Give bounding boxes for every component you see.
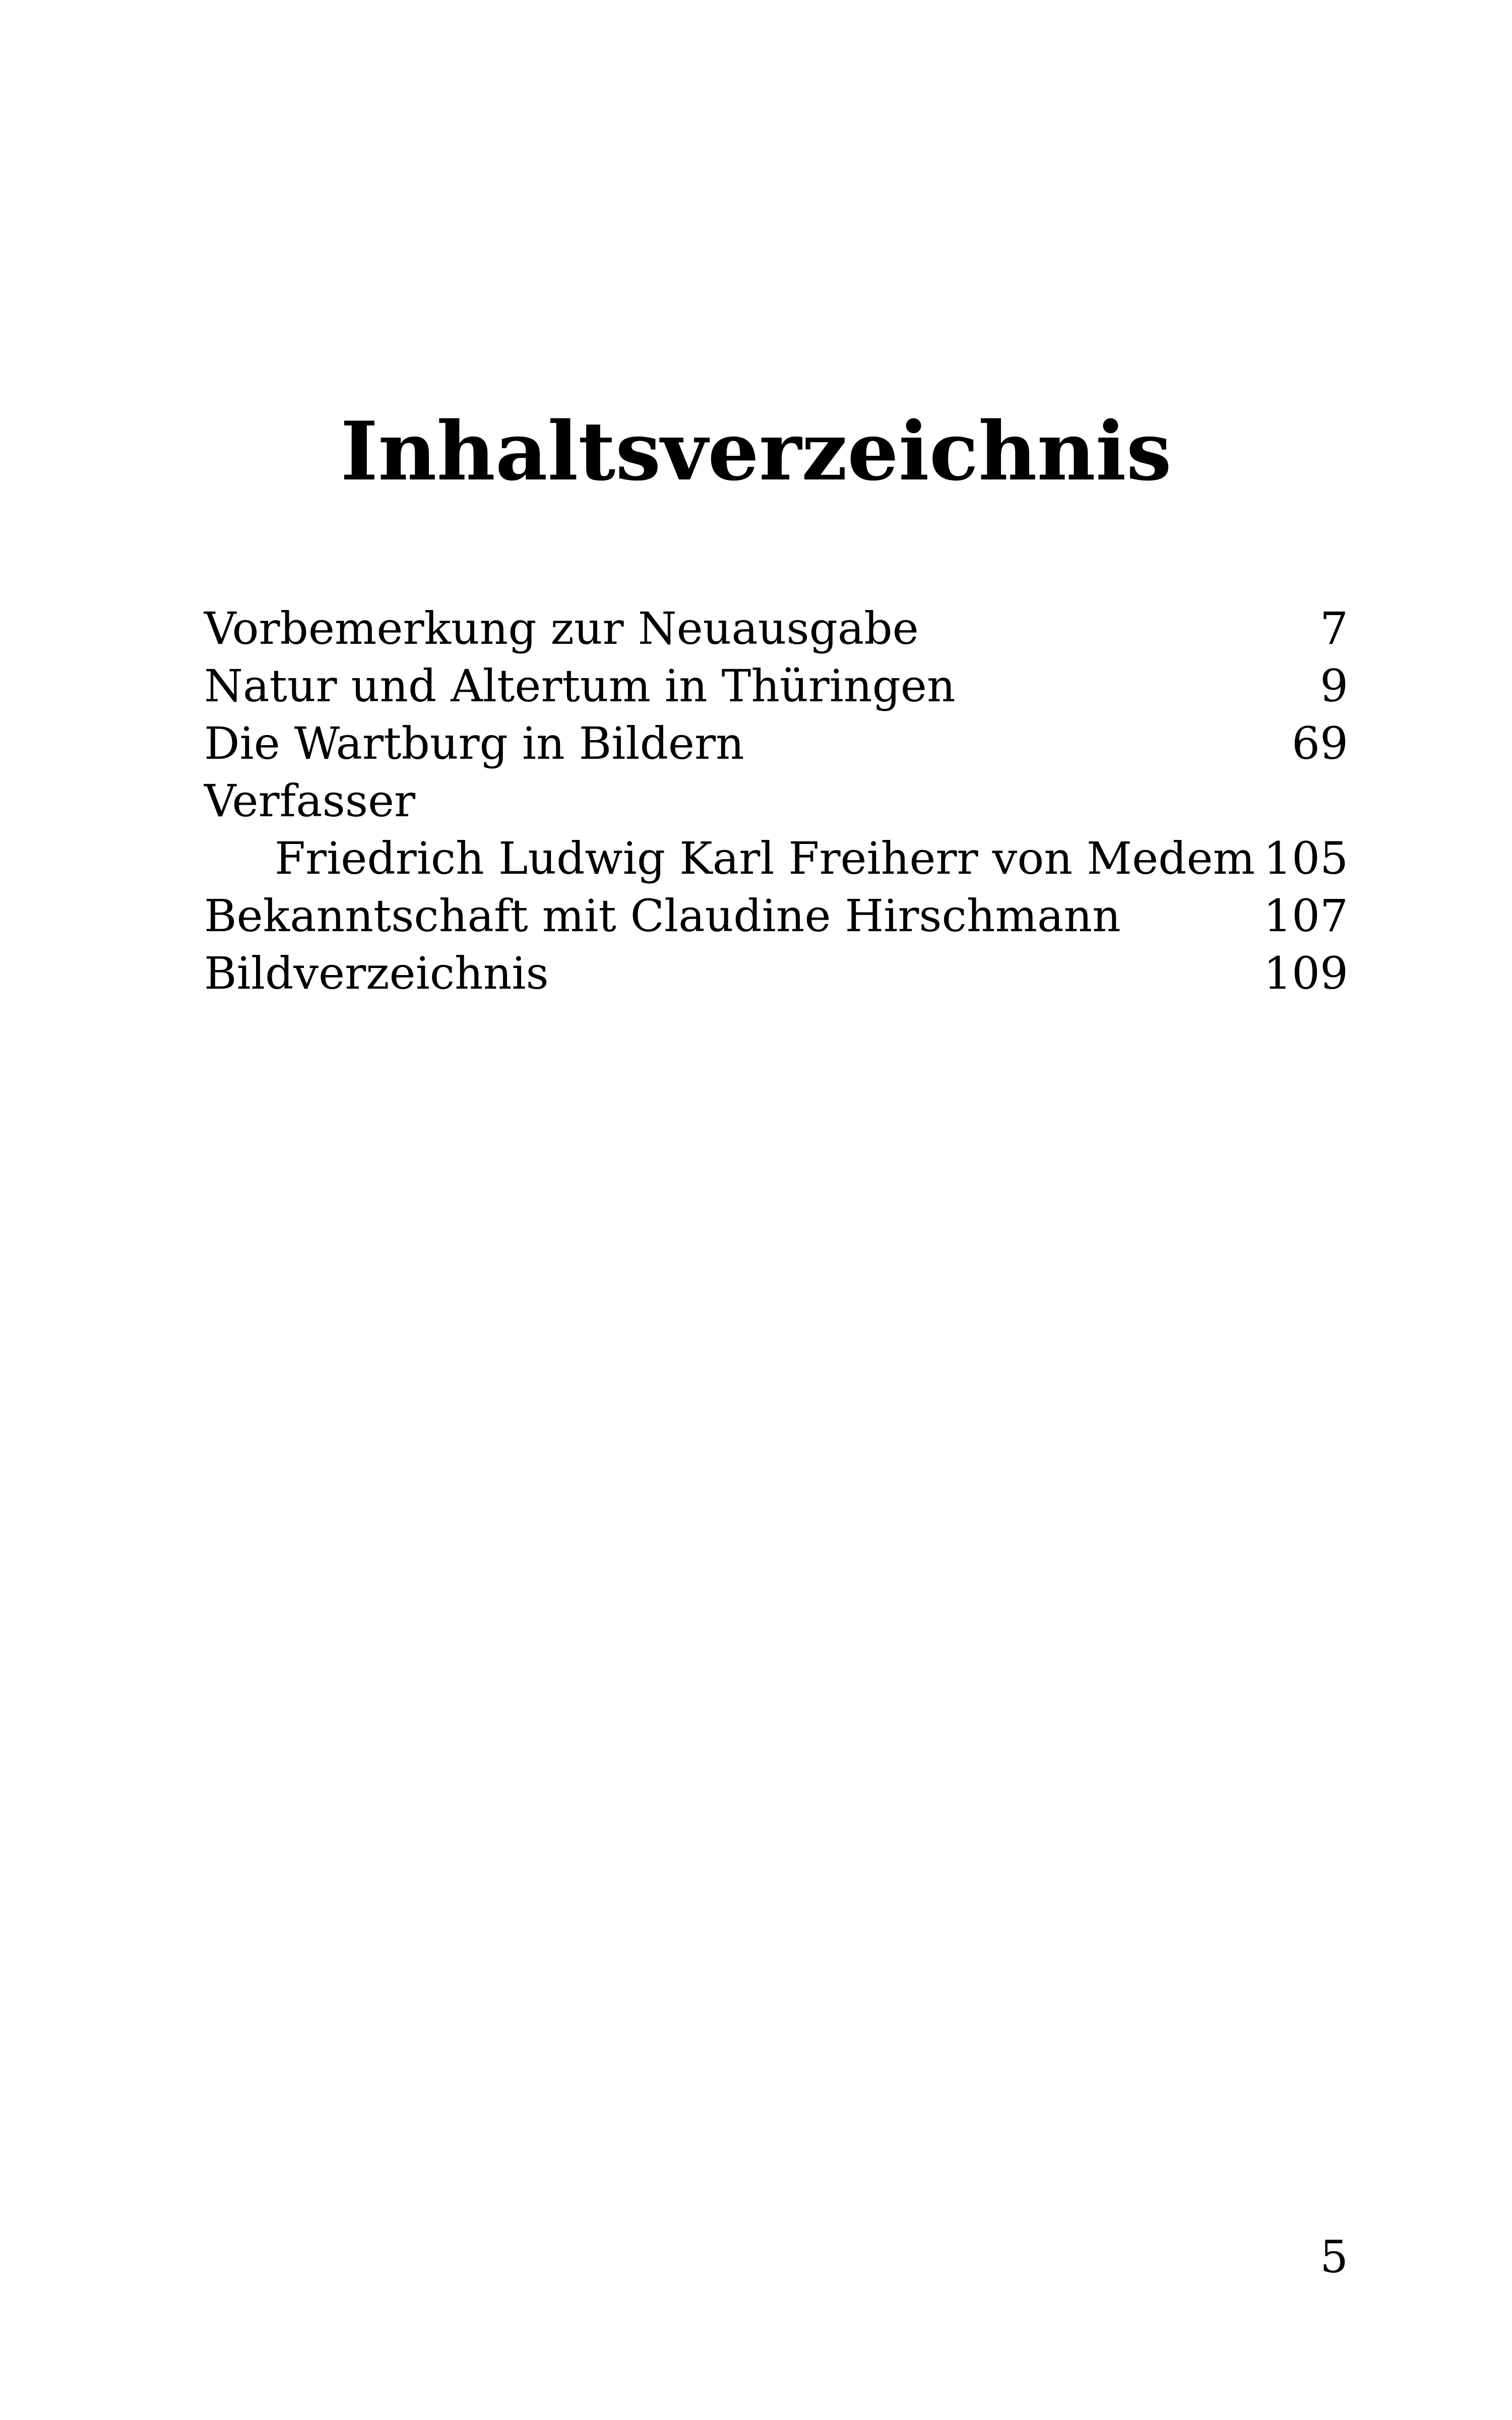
toc-entry-page: 107 xyxy=(1264,890,1348,942)
toc-entry-label: Natur und Altertum in Thüringen xyxy=(204,660,956,712)
toc-entry-label: Vorbemerkung zur Neuausgabe xyxy=(204,602,919,654)
toc-subentry[interactable] xyxy=(204,830,1348,887)
toc-entry-page: 69 xyxy=(1292,717,1348,769)
toc-entry[interactable] xyxy=(204,945,1348,1002)
toc-entry[interactable] xyxy=(204,887,1348,945)
toc-entry-label: Bekanntschaft mit Claudine Hirschmann xyxy=(204,890,1121,942)
toc-entry-label: Die Wartburg in Bildern xyxy=(204,717,744,769)
toc-entry[interactable] xyxy=(204,715,1348,772)
toc-entry-label: Friedrich Ludwig Karl Freiherr von Medem xyxy=(275,832,1255,884)
toc-entry-page: 9 xyxy=(1320,660,1348,712)
page-number: 5 xyxy=(1320,2231,1348,2283)
page-title: Inhaltsverzeichnis xyxy=(340,404,1172,499)
table-of-contents xyxy=(204,600,1348,1002)
toc-entry-label: Bildverzeichnis xyxy=(204,947,549,999)
toc-entry-page: 7 xyxy=(1320,602,1348,654)
toc-entry[interactable] xyxy=(204,657,1348,715)
toc-entry-page: 109 xyxy=(1264,947,1348,999)
toc-entry-label: Verfasser xyxy=(204,775,416,827)
toc-entry-page: 105 xyxy=(1264,832,1348,884)
toc-entry[interactable] xyxy=(204,772,1348,830)
toc-entry[interactable] xyxy=(204,600,1348,657)
